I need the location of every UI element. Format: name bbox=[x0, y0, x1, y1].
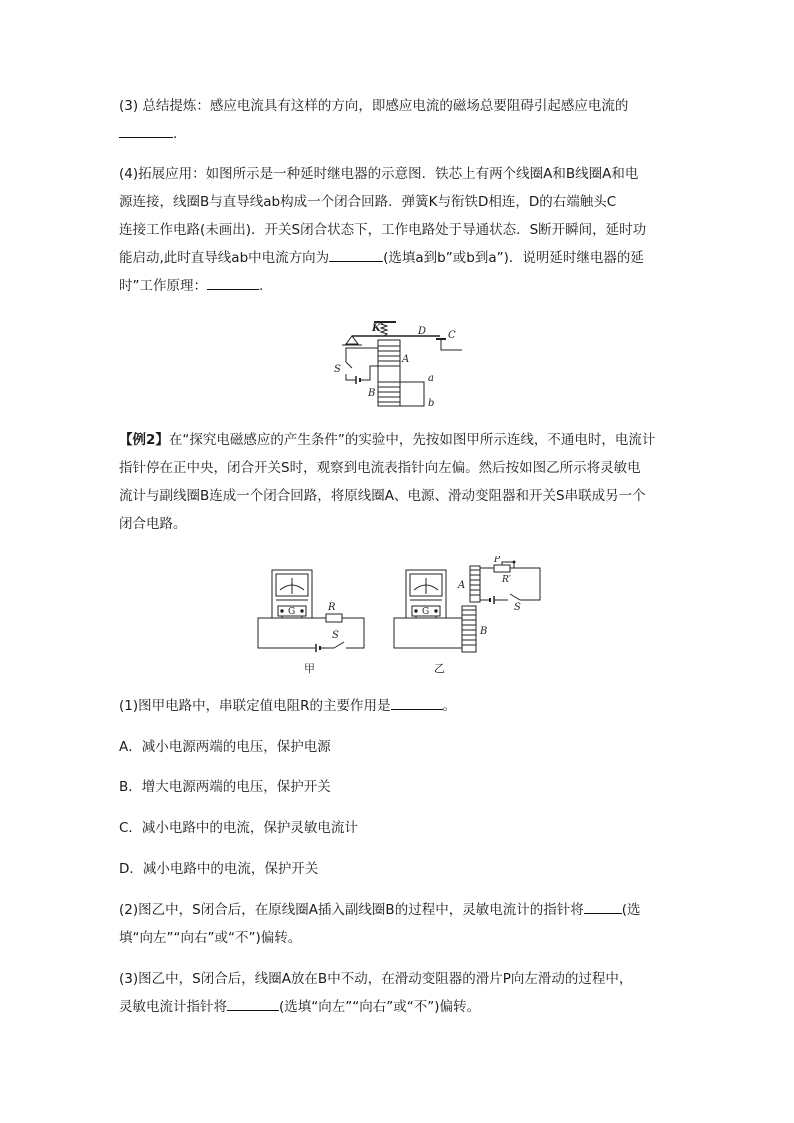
caption-yi: 乙 bbox=[434, 662, 445, 675]
option-d: D．减小电路中的电流，保护开关 bbox=[119, 861, 319, 877]
sub3-line2: 灵敏电流计指针将 (选填“向左”“向右”或“不”)偏转。 bbox=[119, 993, 679, 1021]
sub2-line1: (2)图乙中，S闭合后，在原线圈A插入副线圈B的过程中，灵敏电流计的指针将 (选 bbox=[119, 896, 679, 924]
q4-line2: 源连接，线圈B与直导线ab构成一个闭合回路．弹簧K与衔铁D相连，D的右端触头C bbox=[119, 194, 617, 210]
option-c: C．减小电路中的电流，保护灵敏电流计 bbox=[119, 820, 358, 836]
label-A: A bbox=[402, 354, 410, 365]
q4-line4: 能启动,此时直导线ab中电流方向为 (选填a到b”或b到a”)．说明延时继电器的延 bbox=[119, 244, 679, 272]
answer-blank bbox=[227, 996, 279, 1011]
answer-blank bbox=[584, 899, 622, 914]
q3-line2: . bbox=[119, 120, 679, 148]
label-B: B bbox=[480, 626, 488, 637]
label-S-jia: S bbox=[332, 630, 339, 641]
label-G-jia: G bbox=[288, 607, 296, 617]
label-A: A bbox=[458, 580, 466, 591]
answer-blank bbox=[329, 247, 383, 262]
q4-line1: (4)拓展应用：如图所示是一种延时继电器的示意图．铁芯上有两个线圈A和B线圈A和电 bbox=[119, 166, 639, 182]
ex2-line1: 【例2】在“探究电磁感应的产生条件”的实验中，先按如图甲所示连线，不通电时，电流计 bbox=[119, 432, 656, 448]
label-R: R bbox=[328, 602, 336, 613]
sub1-question: (1)图甲电路中，串联定值电阻R的主要作用是 。 bbox=[119, 692, 679, 720]
sub3-line1: (3)图乙中，S闭合后，线圈A放在B中不动，在滑动变阻器的滑片P向左滑动的过程中， bbox=[119, 971, 633, 987]
answer-blank bbox=[391, 695, 443, 710]
label-R-prime: R′ bbox=[502, 575, 511, 585]
answer-blank bbox=[119, 123, 173, 138]
option-a: A．减小电源两端的电压，保护电源 bbox=[119, 739, 331, 755]
ex2-line2: 指针停在正中央，闭合开关S时，观察到电流表指针向左偏。然后按如图乙所示将灵敏电 bbox=[119, 460, 641, 476]
q4-line5: 时”工作原理： . bbox=[119, 272, 679, 300]
answer-blank bbox=[207, 275, 259, 290]
galvanometer-circuits-diagram bbox=[248, 556, 548, 678]
option-b: B．增大电源两端的电压，保护开关 bbox=[119, 779, 331, 795]
q4-line3: 连接工作电路(未画出)．开关S闭合状态下，工作电路处于导通状态．S断开瞬间，延时功 bbox=[119, 222, 647, 238]
ex2-line3: 流计与副线圈B连成一个闭合回路，将原线圈A、电源、滑动变阻器和开关S串联成另一个 bbox=[119, 488, 646, 504]
label-S-yi: S bbox=[514, 602, 521, 613]
delay-relay-diagram bbox=[332, 318, 462, 410]
caption-jia: 甲 bbox=[304, 662, 315, 675]
label-K: K bbox=[372, 323, 381, 334]
label-S: S bbox=[334, 364, 341, 375]
label-G-yi: G bbox=[422, 607, 430, 617]
label-D: D bbox=[418, 326, 427, 337]
label-C: C bbox=[448, 330, 456, 341]
label-b: b bbox=[428, 398, 435, 409]
label-B: B bbox=[368, 388, 376, 399]
label-P: P bbox=[494, 556, 501, 565]
sub2-line2: 填“向左”“向右”或“不”)偏转。 bbox=[119, 930, 302, 946]
label-a: a bbox=[428, 373, 434, 384]
ex2-line4: 闭合电路。 bbox=[119, 516, 187, 532]
q3-line1: (3) 总结提炼：感应电流具有这样的方向，即感应电流的磁场总要阻碍引起感应电流的 bbox=[119, 98, 629, 114]
